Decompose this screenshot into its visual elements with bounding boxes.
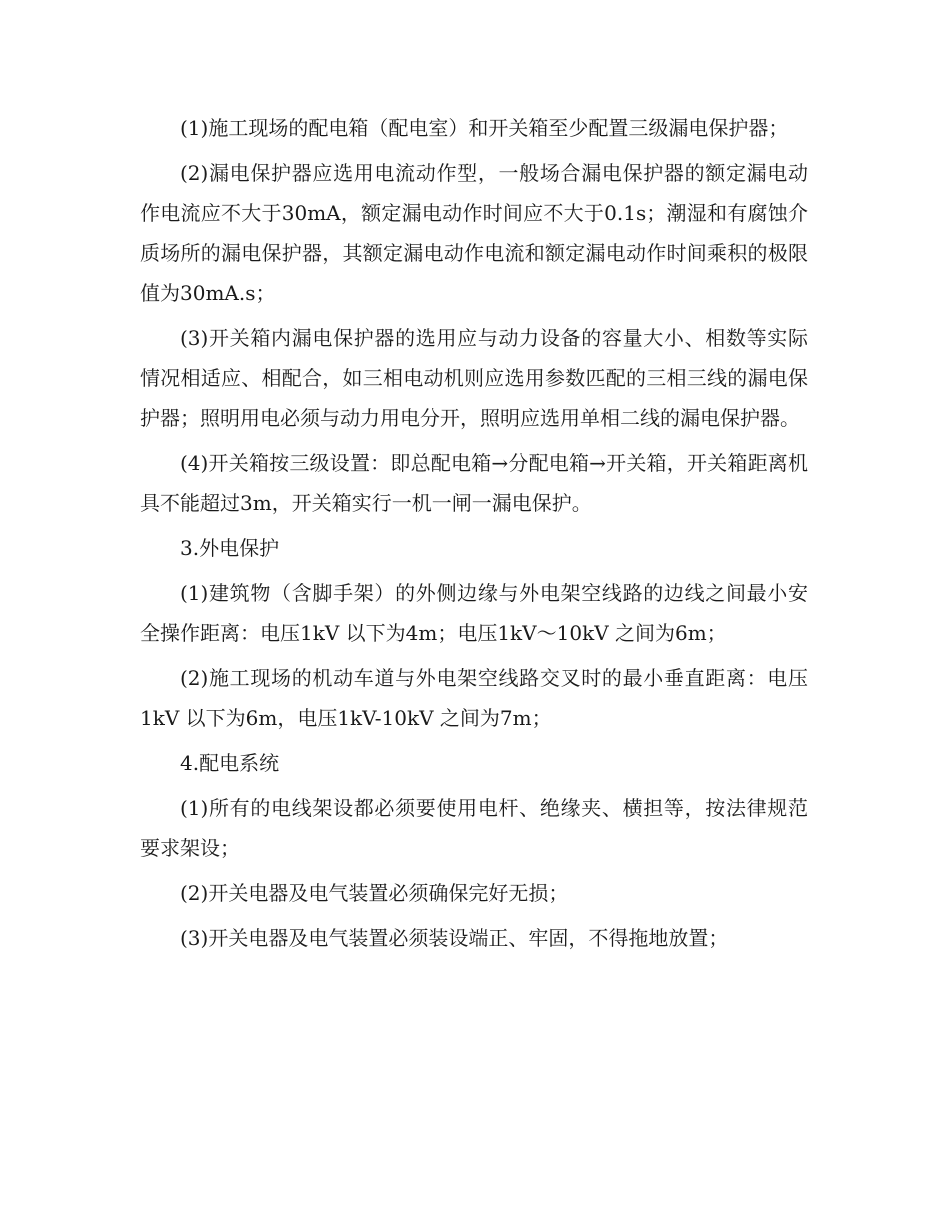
document-page bbox=[140, 108, 808, 963]
section-heading-external-protection: 3.外电保护 bbox=[180, 536, 280, 560]
paragraph-8: (2)开关电器及电气装置必须确保完好无损； bbox=[180, 881, 569, 905]
paragraph-6: (2)施工现场的机动车道与外电架空线路交叉时的最小垂直距离：电压1kV 以下为6m，电压1kV-10kV 之间为7m； bbox=[140, 666, 808, 730]
paragraph-3: (3)开关箱内漏电保护器的选用应与动力设备的容量大小、相数等实际情况相适应、相配合，如三相电动机则应选用参数匹配的三相三线的漏电保护器；照明用电必须与动力用电分开，照明应选用单相二线的漏电保护器。 bbox=[140, 326, 808, 430]
paragraph-1: (1)施工现场的配电箱（配电室）和开关箱至少配置三级漏电保护器； bbox=[180, 116, 789, 140]
paragraph-7: (1)所有的电线架设都必须要使用电杆、绝缘夹、横担等，按法律规范要求架设； bbox=[140, 796, 808, 860]
paragraph-5: (1)建筑物（含脚手架）的外侧边缘与外电架空线路的边线之间最小安全操作距离：电压1kV 以下为4m；电压1kV～10kV 之间为6m； bbox=[140, 581, 808, 645]
paragraph-9: (3)开关电器及电气装置必须装设端正、牢固，不得拖地放置； bbox=[180, 926, 729, 950]
paragraph-2: (2)漏电保护器应选用电流动作型，一般场合漏电保护器的额定漏电动作电流应不大于30mA，额定漏电动作时间应不大于0.1s；潮湿和有腐蚀介质场所的漏电保护器，其额定漏电动作电流和额定漏电动作时间乘积的极限值为30mA.s； bbox=[140, 161, 808, 305]
section-heading-distribution-system: 4.配电系统 bbox=[180, 751, 280, 775]
paragraph-4: (4)开关箱按三级设置：即总配电箱→分配电箱→开关箱，开关箱距离机具不能超过3m，开关箱实行一机一闸一漏电保护。 bbox=[140, 451, 808, 515]
